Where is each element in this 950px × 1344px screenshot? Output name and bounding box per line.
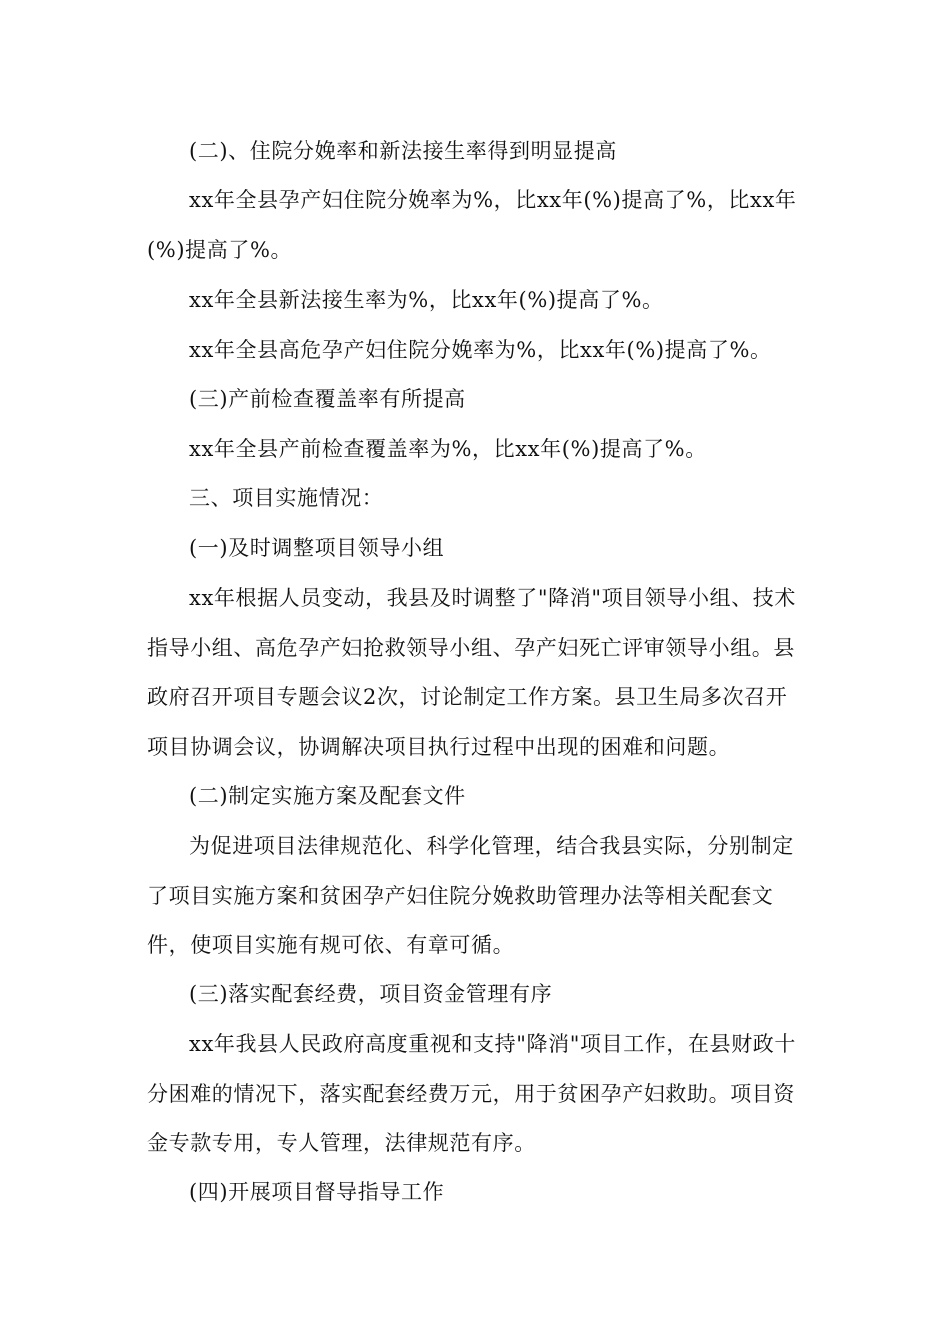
section-heading: (三)落实配套经费，项目资金管理有序: [189, 982, 553, 1006]
section-heading: (二)、住院分娩率和新法接生率得到明显提高: [189, 139, 617, 163]
paragraph: xx年我县人民政府高度重视和支持"降消"项目工作，在县财政十分困难的情况下，落实配套经费万元，用于贫困孕产妇救助。项目资金专款专用，专人管理，法律规范有序。: [147, 1032, 797, 1155]
paragraph: xx年全县孕产妇住院分娩率为%，比xx年(%)提高了%，比xx年(%)提高了%。: [147, 188, 797, 262]
section-heading: (四)开展项目督导指导工作: [189, 1180, 445, 1204]
paragraph: xx年全县新法接生率为%，比xx年(%)提高了%。: [189, 288, 664, 312]
paragraph: xx年全县高危孕产妇住院分娩率为%，比xx年(%)提高了%。: [189, 338, 772, 362]
paragraph: xx年全县产前检查覆盖率为%，比xx年(%)提高了%。: [189, 437, 707, 461]
chapter-heading: 三、项目实施情况：: [189, 486, 384, 510]
section-heading: (一)及时调整项目领导小组: [189, 536, 445, 560]
section-heading: (二)制定实施方案及配套文件: [189, 784, 466, 808]
section-heading: (三)产前检查覆盖率有所提高: [189, 387, 466, 411]
paragraph: xx年根据人员变动，我县及时调整了"降消"项目领导小组、技术指导小组、高危孕产妇抢救领导小组、孕产妇死亡评审领导小组。县政府召开项目专题会议2次，讨论制定工作方案。县卫生局多次召开项目协调会议，协调解决项目执行过程中出现的困难和问题。: [147, 586, 797, 759]
paragraph: 为促进项目法律规范化、科学化管理，结合我县实际，分别制定了项目实施方案和贫困孕产妇住院分娩救助管理办法等相关配套文件，使项目实施有规可依、有章可循。: [147, 834, 794, 957]
